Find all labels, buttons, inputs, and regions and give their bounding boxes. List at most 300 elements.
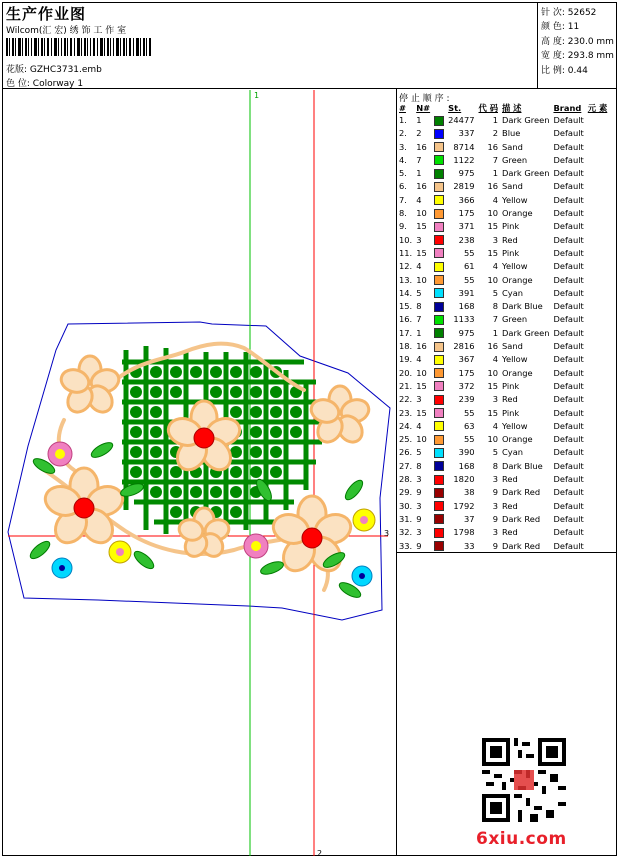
colorway-value: Colorway 1 xyxy=(32,79,84,89)
row-index: 15. xyxy=(399,301,413,312)
row-brand: Default xyxy=(553,341,584,352)
row-element xyxy=(586,446,609,459)
color-swatch xyxy=(434,129,444,139)
row-stitches: 975 xyxy=(458,327,475,338)
guide-marker-3: 3 xyxy=(384,529,390,538)
row-code: 15 xyxy=(487,247,498,258)
row-stitches: 238 xyxy=(458,234,475,245)
color-swatch xyxy=(434,262,444,272)
row-needle: 4 xyxy=(416,194,422,205)
row-needle: 1 xyxy=(416,115,422,125)
row-element xyxy=(586,154,609,167)
row-stitches: 55 xyxy=(463,434,475,445)
row-stitches: 975 xyxy=(458,168,475,179)
row-code: 10 xyxy=(487,367,498,378)
row-swatch xyxy=(432,433,446,446)
row-stitches: 61 xyxy=(463,261,475,272)
table-row xyxy=(397,287,609,300)
row-code: 4 xyxy=(492,354,498,365)
row-stitches: 367 xyxy=(458,354,475,365)
row-brand: Default xyxy=(553,181,584,192)
row-stitches: 371 xyxy=(458,221,475,232)
row-needle: 9 xyxy=(416,540,422,551)
color-swatch xyxy=(434,381,444,391)
row-element xyxy=(586,247,609,260)
row-element xyxy=(586,114,609,127)
row-description: Red xyxy=(502,527,518,538)
row-description: Yellow xyxy=(502,420,528,431)
row-needle: 5 xyxy=(416,447,422,458)
row-swatch xyxy=(432,407,446,420)
row-code: 9 xyxy=(492,487,498,498)
row-code: 5 xyxy=(492,287,498,298)
row-needle: 10 xyxy=(416,434,427,445)
row-description: Red xyxy=(502,500,518,511)
row-index: 10. xyxy=(399,234,413,245)
row-index: 14. xyxy=(399,287,413,298)
row-brand: Default xyxy=(553,527,584,538)
row-brand: Default xyxy=(553,500,584,511)
color-swatch xyxy=(434,342,444,352)
stat-height-value: 230.0 mm xyxy=(567,36,614,47)
row-brand: Default xyxy=(553,314,584,325)
row-needle: 3 xyxy=(416,474,422,485)
row-element xyxy=(586,473,609,486)
row-description: Green xyxy=(502,314,528,325)
row-description: Yellow xyxy=(502,261,528,272)
row-brand: Default xyxy=(553,115,584,125)
row-needle: 3 xyxy=(416,394,422,405)
row-stitches: 175 xyxy=(458,367,475,378)
table-row xyxy=(397,154,609,167)
row-element xyxy=(586,340,609,353)
row-description: Green xyxy=(502,154,528,165)
row-index: 20. xyxy=(399,367,413,378)
row-code: 3 xyxy=(492,234,498,245)
row-brand: Default xyxy=(553,367,584,378)
file-label: 花版: xyxy=(6,65,28,75)
row-needle: 10 xyxy=(416,208,427,219)
row-swatch xyxy=(432,154,446,167)
row-code: 7 xyxy=(492,154,498,165)
colorway-line xyxy=(6,76,83,89)
row-code: 15 xyxy=(487,221,498,232)
col-header-brand: Brand xyxy=(553,102,582,113)
stat-stitches-value: 52652 xyxy=(567,8,597,18)
row-stitches: 55 xyxy=(463,407,475,418)
row-index: 12. xyxy=(399,261,413,272)
row-needle: 8 xyxy=(416,460,422,471)
row-brand: Default xyxy=(553,447,584,458)
row-description: Pink xyxy=(502,407,520,418)
row-stitches: 175 xyxy=(458,208,475,219)
row-element xyxy=(586,513,609,526)
row-code: 3 xyxy=(492,474,498,485)
row-index: 31. xyxy=(399,513,413,524)
table-row xyxy=(397,327,609,340)
row-stitches: 337 xyxy=(458,128,475,139)
row-element xyxy=(586,220,609,233)
row-brand: Default xyxy=(553,434,584,445)
row-element xyxy=(586,207,609,220)
row-stitches: 55 xyxy=(463,247,475,258)
row-brand: Default xyxy=(553,287,584,298)
row-needle: 3 xyxy=(416,500,422,511)
row-needle: 1 xyxy=(416,168,422,179)
row-brand: Default xyxy=(553,234,584,245)
row-index: 29. xyxy=(399,487,413,498)
row-needle: 15 xyxy=(416,380,427,391)
stop-sequence-title: 停 止 顺 序 : xyxy=(399,94,450,104)
table-row xyxy=(397,526,609,539)
row-needle: 3 xyxy=(416,234,422,245)
table-row xyxy=(397,367,609,380)
row-index: 11. xyxy=(399,247,413,258)
color-swatch xyxy=(434,528,444,538)
row-brand: Default xyxy=(553,420,584,431)
row-needle: 4 xyxy=(416,420,422,431)
row-stitches: 2819 xyxy=(453,181,475,192)
row-stitches: 366 xyxy=(458,194,475,205)
table-row xyxy=(397,420,609,433)
row-swatch xyxy=(432,207,446,220)
row-code: 1 xyxy=(492,115,498,125)
table-header-row xyxy=(397,101,609,114)
col-header-code: 代 码 xyxy=(478,102,498,113)
row-needle: 4 xyxy=(416,354,422,365)
row-needle: 15 xyxy=(416,221,427,232)
col-header-description: 描 述 xyxy=(502,102,522,113)
row-swatch xyxy=(432,194,446,207)
table-row xyxy=(397,446,609,459)
row-brand: Default xyxy=(553,194,584,205)
row-brand: Default xyxy=(553,168,584,179)
table-row xyxy=(397,234,609,247)
row-brand: Default xyxy=(553,380,584,391)
color-swatch xyxy=(434,421,444,431)
row-code: 15 xyxy=(487,407,498,418)
color-swatch xyxy=(434,501,444,511)
row-brand: Default xyxy=(553,487,584,498)
row-element xyxy=(586,127,609,140)
stats-divider xyxy=(537,2,538,88)
row-brand: Default xyxy=(553,513,584,524)
row-stitches: 38 xyxy=(463,487,475,498)
studio-name: Wilcom(汇 宏) 绣 饰 工 作 室 xyxy=(6,26,127,36)
row-description: Pink xyxy=(502,380,520,391)
row-stitches: 37 xyxy=(463,513,475,524)
stat-width-label: 宽 度: xyxy=(541,51,565,62)
row-needle: 10 xyxy=(416,367,427,378)
row-index: 16. xyxy=(399,314,413,325)
row-description: Yellow xyxy=(502,194,528,205)
row-index: 1. xyxy=(399,115,407,125)
row-element xyxy=(586,327,609,340)
row-index: 5. xyxy=(399,168,407,179)
row-code: 9 xyxy=(492,513,498,524)
stat-width xyxy=(541,49,614,63)
table-row xyxy=(397,407,609,420)
color-swatch xyxy=(434,275,444,285)
color-swatch xyxy=(434,155,444,165)
row-stitches: 168 xyxy=(458,301,475,312)
row-swatch xyxy=(432,247,446,260)
row-code: 8 xyxy=(492,301,498,312)
row-stitches: 24477 xyxy=(448,115,475,125)
row-needle: 10 xyxy=(416,274,427,285)
row-swatch xyxy=(432,300,446,313)
row-needle: 8 xyxy=(416,301,422,312)
row-needle: 15 xyxy=(416,407,427,418)
row-description: Orange xyxy=(502,367,533,378)
row-needle: 16 xyxy=(416,341,427,352)
row-description: Dark Red xyxy=(502,513,541,524)
row-code: 4 xyxy=(492,194,498,205)
row-description: Dark Red xyxy=(502,487,541,498)
row-code: 3 xyxy=(492,527,498,538)
row-needle: 15 xyxy=(416,247,427,258)
row-stitches: 168 xyxy=(458,460,475,471)
row-description: Pink xyxy=(502,221,520,232)
row-code: 3 xyxy=(492,500,498,511)
row-swatch xyxy=(432,526,446,539)
color-swatch xyxy=(434,195,444,205)
stop-sequence-table xyxy=(397,101,609,553)
row-description: Red xyxy=(502,394,518,405)
row-code: 16 xyxy=(487,341,498,352)
color-swatch xyxy=(434,209,444,219)
row-swatch xyxy=(432,167,446,180)
color-swatch xyxy=(434,435,444,445)
row-index: 17. xyxy=(399,327,413,338)
row-swatch xyxy=(432,127,446,140)
row-description: Sand xyxy=(502,341,523,352)
row-element xyxy=(586,274,609,287)
row-element xyxy=(586,433,609,446)
row-needle: 9 xyxy=(416,487,422,498)
row-description: Dark Green xyxy=(502,115,550,125)
row-index: 18. xyxy=(399,341,413,352)
table-row xyxy=(397,194,609,207)
table-row xyxy=(397,180,609,193)
row-stitches: 390 xyxy=(458,447,475,458)
row-stitches: 1122 xyxy=(453,154,475,165)
col-header-needle: N# xyxy=(416,102,431,113)
row-index: 2. xyxy=(399,128,407,139)
row-swatch xyxy=(432,274,446,287)
row-code: 10 xyxy=(487,274,498,285)
stat-stitches xyxy=(541,6,614,20)
table-row xyxy=(397,473,609,486)
row-description: Sand xyxy=(502,141,523,152)
row-brand: Default xyxy=(553,301,584,312)
row-element xyxy=(586,540,609,553)
row-description: Cyan xyxy=(502,287,524,298)
table-row xyxy=(397,460,609,473)
row-index: 8. xyxy=(399,208,407,219)
color-swatch xyxy=(434,514,444,524)
row-brand: Default xyxy=(553,407,584,418)
row-code: 2 xyxy=(492,128,498,139)
color-swatch xyxy=(434,368,444,378)
row-needle: 2 xyxy=(416,128,422,139)
row-index: 23. xyxy=(399,407,413,418)
row-index: 6. xyxy=(399,181,407,192)
table-row xyxy=(397,540,609,553)
stat-colors xyxy=(541,20,614,34)
row-index: 25. xyxy=(399,434,413,445)
row-brand: Default xyxy=(553,274,584,285)
color-swatch xyxy=(434,142,444,152)
color-swatch xyxy=(434,475,444,485)
row-index: 19. xyxy=(399,354,413,365)
embroidery-design-canvas xyxy=(4,90,396,856)
col-header-swatch xyxy=(432,101,446,114)
row-code: 16 xyxy=(487,181,498,192)
design-stats xyxy=(541,6,614,78)
row-swatch xyxy=(432,313,446,326)
col-header-index: # xyxy=(399,102,406,113)
row-code: 9 xyxy=(492,540,498,551)
row-element xyxy=(586,500,609,513)
row-swatch xyxy=(432,234,446,247)
row-element xyxy=(586,367,609,380)
row-stitches: 1133 xyxy=(453,314,475,325)
row-index: 4. xyxy=(399,154,407,165)
color-swatch xyxy=(434,541,444,551)
colorway-label: 色 位: xyxy=(6,79,30,89)
stat-colors-value: 11 xyxy=(567,22,580,33)
row-swatch xyxy=(432,327,446,340)
row-code: 7 xyxy=(492,314,498,325)
row-element xyxy=(586,287,609,300)
row-element xyxy=(586,460,609,473)
row-swatch xyxy=(432,380,446,393)
row-swatch xyxy=(432,180,446,193)
row-element xyxy=(586,234,609,247)
table-row xyxy=(397,167,609,180)
row-index: 33. xyxy=(399,540,413,551)
table-row xyxy=(397,247,609,260)
row-code: 1 xyxy=(492,327,498,338)
color-swatch xyxy=(434,222,444,232)
row-swatch xyxy=(432,114,446,127)
row-code: 3 xyxy=(492,394,498,405)
row-index: 27. xyxy=(399,460,413,471)
table-row xyxy=(397,500,609,513)
row-brand: Default xyxy=(553,394,584,405)
row-element xyxy=(586,141,609,154)
row-element xyxy=(586,407,609,420)
row-description: Orange xyxy=(502,434,533,445)
row-stitches: 239 xyxy=(458,394,475,405)
table-row xyxy=(397,513,609,526)
row-brand: Default xyxy=(553,540,584,551)
row-swatch xyxy=(432,473,446,486)
table-row xyxy=(397,340,609,353)
row-element xyxy=(586,393,609,406)
table-row xyxy=(397,127,609,140)
row-element xyxy=(586,486,609,499)
row-needle: 3 xyxy=(416,527,422,538)
stat-stitches-label: 针 次: xyxy=(541,8,565,18)
row-element xyxy=(586,526,609,539)
row-index: 21. xyxy=(399,380,413,391)
site-logo: 6xiu.com xyxy=(476,829,567,849)
row-brand: Default xyxy=(553,327,584,338)
stat-colors-label: 颜 色: xyxy=(541,22,565,33)
row-description: Blue xyxy=(502,128,521,139)
row-stitches: 372 xyxy=(458,380,475,391)
stat-height-label: 高 度: xyxy=(541,36,565,47)
row-stitches: 1820 xyxy=(453,474,475,485)
row-brand: Default xyxy=(553,474,584,485)
row-stitches: 33 xyxy=(463,540,475,551)
row-index: 22. xyxy=(399,394,413,405)
row-brand: Default xyxy=(553,247,584,258)
row-needle: 7 xyxy=(416,154,422,165)
color-swatch xyxy=(434,448,444,458)
row-index: 30. xyxy=(399,500,413,511)
row-description: Dark Green xyxy=(502,327,550,338)
qr-code-image xyxy=(482,738,566,822)
row-swatch xyxy=(432,420,446,433)
table-row xyxy=(397,207,609,220)
row-description: Orange xyxy=(502,208,533,219)
row-description: Sand xyxy=(502,181,523,192)
color-swatch xyxy=(434,315,444,325)
table-row xyxy=(397,220,609,233)
table-row xyxy=(397,313,609,326)
color-swatch xyxy=(434,328,444,338)
row-code: 16 xyxy=(487,141,498,152)
row-brand: Default xyxy=(553,208,584,219)
row-brand: Default xyxy=(553,221,584,232)
row-description: Yellow xyxy=(502,354,528,365)
row-stitches: 1792 xyxy=(453,500,475,511)
row-swatch xyxy=(432,141,446,154)
stat-scale xyxy=(541,64,614,78)
row-swatch xyxy=(432,460,446,473)
row-description: Orange xyxy=(502,274,533,285)
row-code: 1 xyxy=(492,168,498,179)
row-brand: Default xyxy=(553,141,584,152)
stat-height xyxy=(541,35,614,49)
color-swatch xyxy=(434,302,444,312)
row-element xyxy=(586,420,609,433)
col-header-element: 元 素 xyxy=(587,102,608,113)
row-brand: Default xyxy=(553,460,584,471)
col-header-stitches: St. xyxy=(448,102,462,113)
table-row xyxy=(397,114,609,127)
row-needle: 1 xyxy=(416,327,422,338)
row-stitches: 55 xyxy=(463,274,475,285)
row-description: Red xyxy=(502,474,518,485)
table-row xyxy=(397,393,609,406)
row-element xyxy=(586,260,609,273)
row-code: 4 xyxy=(492,261,498,272)
row-swatch xyxy=(432,367,446,380)
color-swatch xyxy=(434,395,444,405)
row-brand: Default xyxy=(553,354,584,365)
color-swatch xyxy=(434,408,444,418)
row-needle: 9 xyxy=(416,513,422,524)
row-element xyxy=(586,380,609,393)
row-code: 8 xyxy=(492,460,498,471)
row-code: 4 xyxy=(492,420,498,431)
row-description: Dark Red xyxy=(502,540,541,551)
row-swatch xyxy=(432,393,446,406)
